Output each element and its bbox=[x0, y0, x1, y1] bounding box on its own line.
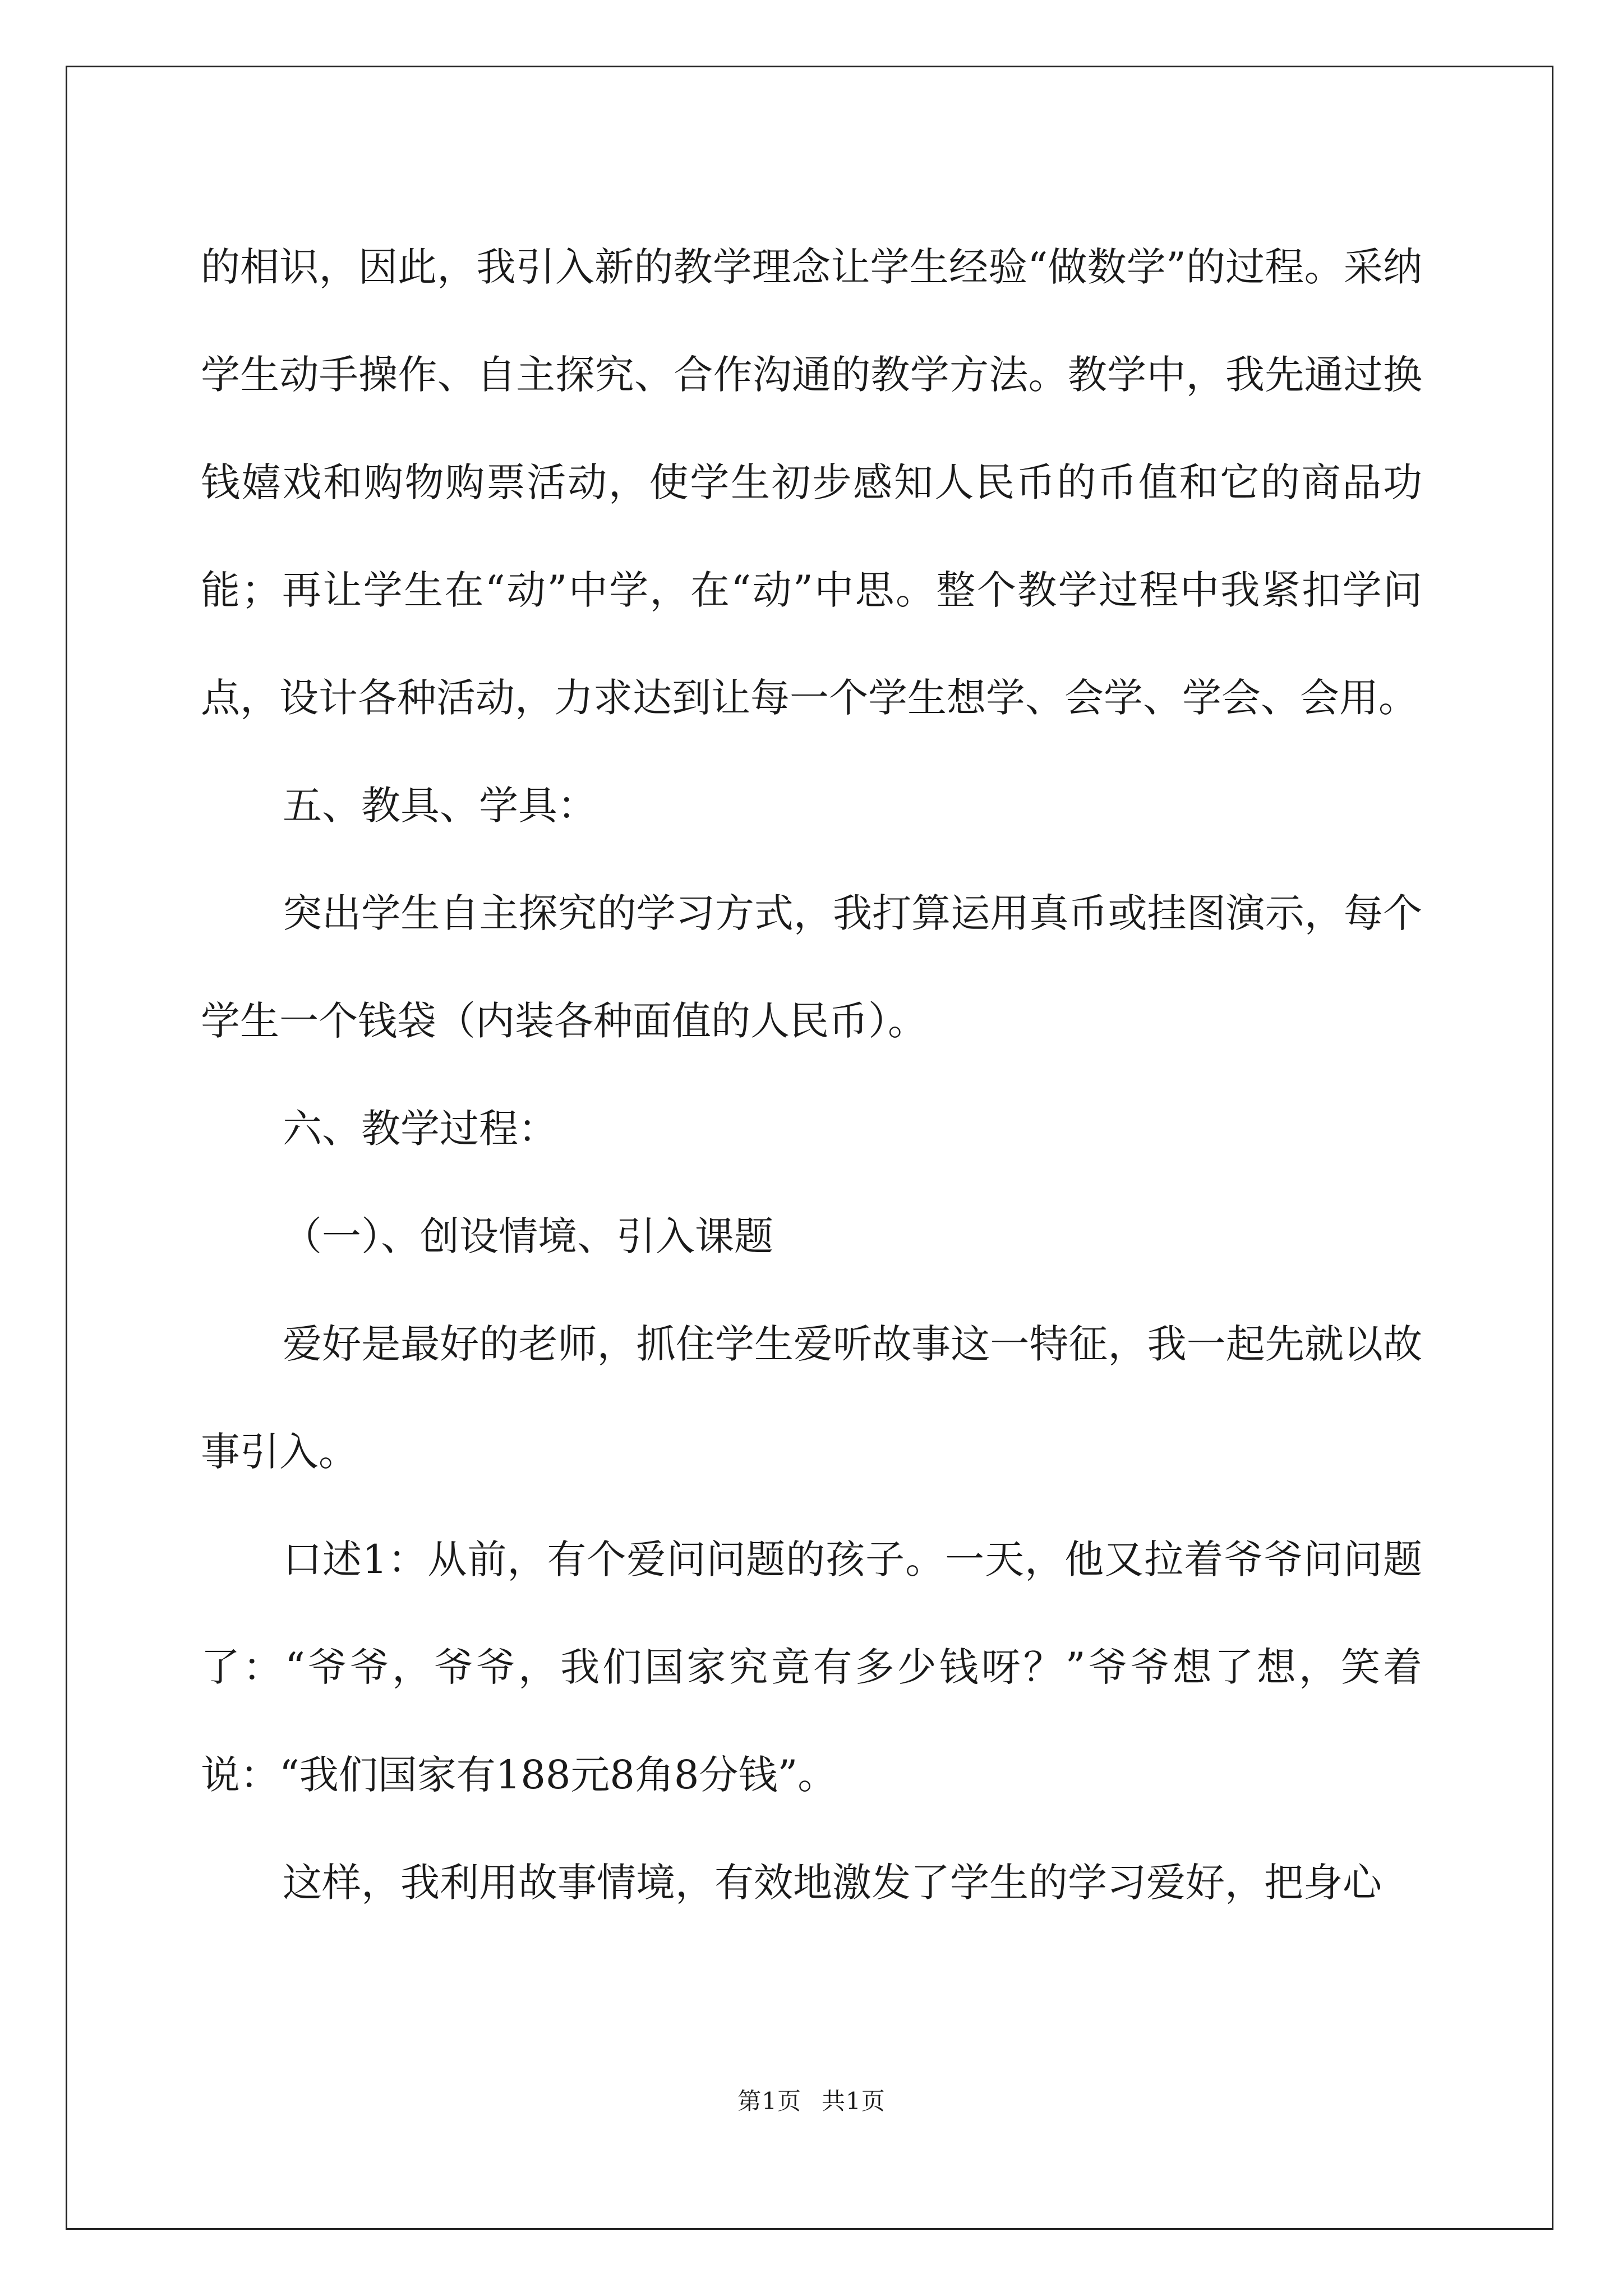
paragraph-5: （一）、创设情境、引入课题 bbox=[283, 1213, 773, 1259]
paragraph-1: 的相识，因此，我引入新的教学理念让学生经验“做数学”的过程。采纳学生动手操作、自主探究、合作沟通的教学方法。教学中，我先通过换钱嬉戏和购物购票活动，使学生初步感知人民币的币值和它的商品功能；再让学生在“动”中学，在“动”中思。整个教学过程中我紧扣学问点，设计各种活动，力求达到让每一个学生想学、会学、学会、会用。 bbox=[201, 244, 1422, 721]
paragraph-6: 爱好是最好的老师，抓住学生爱听故事这一特征，我一起先就以故事引入。 bbox=[201, 1321, 1422, 1475]
paragraph-3: 突出学生自主探究的学习方式，我打算运用真币或挂图演示，每个学生一个钱袋（内装各种面值的人民币）。 bbox=[201, 890, 1422, 1044]
paragraph-2: 五、教具、学具： bbox=[283, 783, 597, 829]
paragraph-4: 六、教学过程： bbox=[283, 1106, 557, 1152]
page-footer bbox=[0, 2086, 1623, 2117]
paragraph-8: 这样，我利用故事情境，有效地激发了学生的学习爱好，把身心 bbox=[283, 1860, 1382, 1906]
page-number-total: 共1页 bbox=[822, 2087, 886, 2115]
page-number-current: 第1页 bbox=[737, 2087, 801, 2115]
paragraph-7: 口述1：从前，有个爱问问题的孩子。一天，他又拉着爷爷问问题了：“爷爷，爷爷，我们国家究竟有多少钱呀？”爷爷想了想，笑着说：“我们国家有188元8角8分钱”。 bbox=[201, 1536, 1422, 1798]
document-body bbox=[201, 213, 1422, 1936]
